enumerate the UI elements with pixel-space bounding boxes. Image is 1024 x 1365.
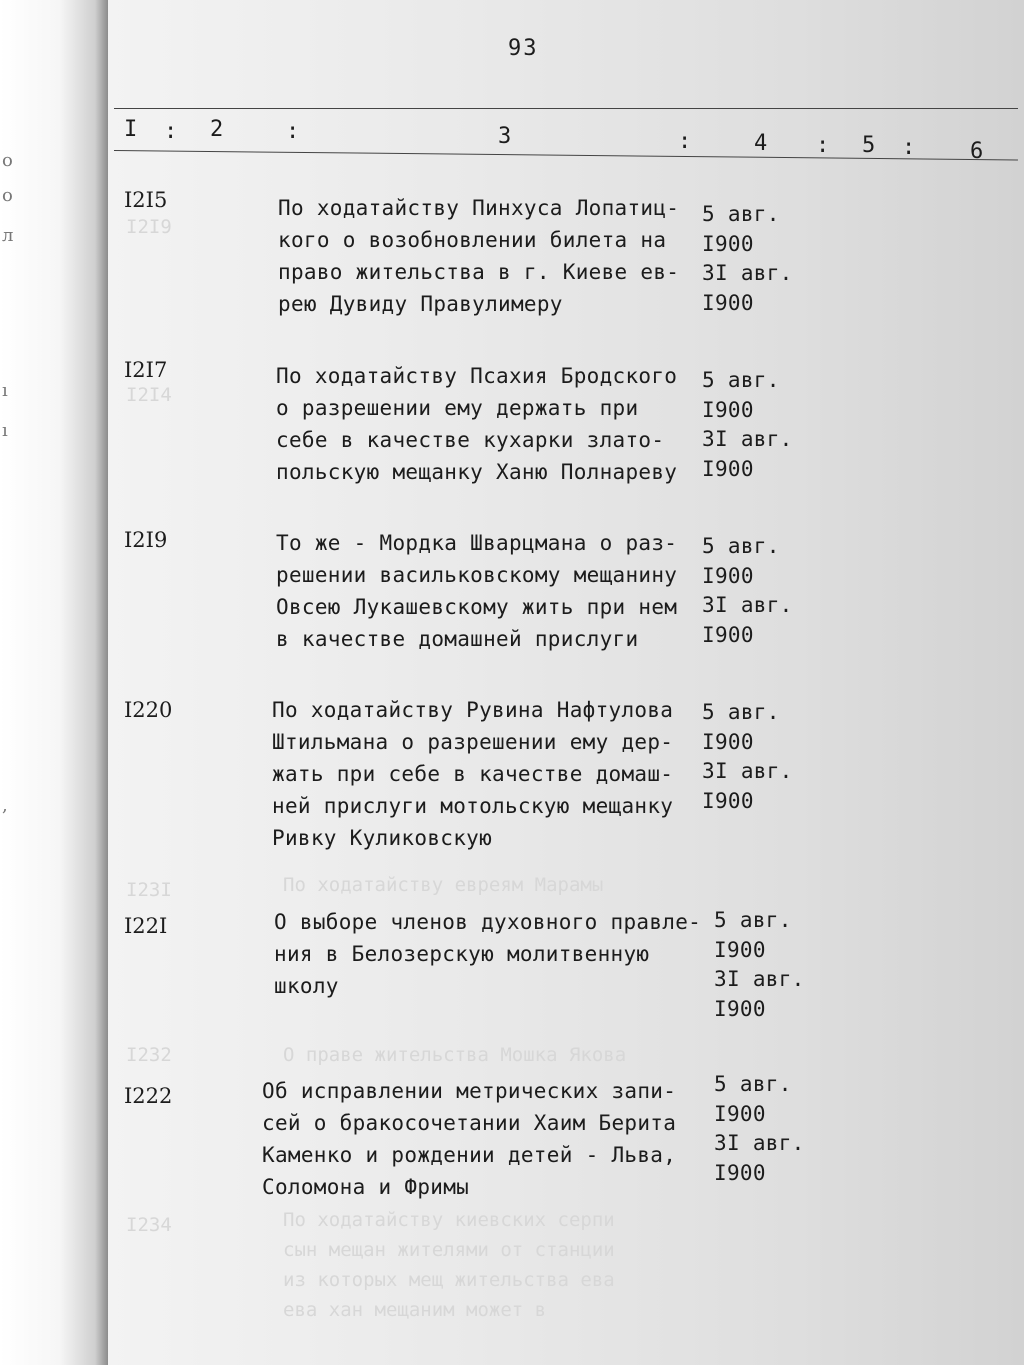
column-number-3: 3 xyxy=(498,124,512,149)
entry-dates xyxy=(702,200,793,318)
description-line: Каменко и рождении детей - Льва, xyxy=(262,1143,677,1167)
end-year: I900 xyxy=(702,788,754,813)
entry-number: I2I5 xyxy=(124,188,168,212)
bleed-through-text: I234 xyxy=(126,1214,172,1236)
end-year: I900 xyxy=(714,996,766,1021)
entry-dates xyxy=(714,906,805,1024)
bleed-through-text: I232 xyxy=(126,1044,172,1066)
description-line: То же - Мордка Шварцмана о раз- xyxy=(276,531,678,555)
entry-description xyxy=(272,694,673,854)
bleed-through-text: I2I9 xyxy=(126,216,172,238)
bleed-through-text: По ходатайству киевских серпи сын мещан жителями от станции из которых мещ жительства ева ева хан мещаним может в xyxy=(283,1209,615,1321)
bleed-mark: ı xyxy=(2,380,8,401)
entry-dates xyxy=(702,532,793,650)
description-line: польскую мещанку Ханю Полнареву xyxy=(276,460,678,484)
description-line: Овсею Лукашевскому жить при нем xyxy=(276,595,678,619)
end-date: 3I авг. xyxy=(702,427,793,451)
entry-description xyxy=(276,360,677,488)
description-line: в качестве домашней прислуги xyxy=(276,627,639,651)
entry-number: I2I9 xyxy=(124,528,168,552)
entry-description xyxy=(278,192,679,320)
start-year: I900 xyxy=(714,1101,766,1126)
adjacent-page-edge xyxy=(0,0,108,1365)
start-date: 5 авг. xyxy=(702,534,780,558)
entry-number: I22I xyxy=(124,914,168,938)
start-date: 5 авг. xyxy=(702,368,780,392)
header-bottom-rule xyxy=(114,150,1018,160)
description-line: Об исправлении метрических запи- xyxy=(262,1079,677,1103)
bleed-through-text: По ходатайству евреям Марамы xyxy=(283,874,604,896)
start-year: I900 xyxy=(714,937,766,962)
entry-number: I220 xyxy=(124,698,173,722)
entry-description xyxy=(276,527,677,655)
start-year: I900 xyxy=(702,231,754,256)
start-date: 5 авг. xyxy=(702,700,780,724)
end-date: 3I авг. xyxy=(702,261,793,285)
description-line: Ривку Куликовскую xyxy=(272,826,493,850)
column-separator: : xyxy=(286,119,300,144)
end-year: I900 xyxy=(702,622,754,647)
bleed-mark: , xyxy=(2,795,8,816)
column-separator: : xyxy=(902,135,916,160)
header-top-rule xyxy=(114,108,1018,109)
bleed-mark: ı xyxy=(2,420,8,441)
bleed-mark: л xyxy=(2,225,14,246)
description-line: Штильмана о разрешении ему дер- xyxy=(272,730,674,754)
description-line: По ходатайству Псахия Бродского xyxy=(276,364,678,388)
description-line: решении васильковскому мещанину xyxy=(276,563,678,587)
description-line: О выборе членов духовного правле- xyxy=(274,910,702,934)
column-separator: : xyxy=(816,133,830,158)
start-year: I900 xyxy=(702,729,754,754)
description-line: сей о бракосочетании Хаим Берита xyxy=(262,1111,677,1135)
bleed-through-text: О праве жительства Мошка Якова xyxy=(283,1044,627,1066)
start-year: I900 xyxy=(702,563,754,588)
entry-dates xyxy=(714,1070,805,1188)
start-date: 5 авг. xyxy=(714,1072,792,1096)
end-year: I900 xyxy=(702,290,754,315)
entry-dates xyxy=(702,366,793,484)
bleed-through-text: I2I4 xyxy=(126,384,172,406)
description-line: По ходатайству Рувина Нафтулова xyxy=(272,698,674,722)
entry-description xyxy=(262,1075,676,1203)
column-number-2: 2 xyxy=(210,117,224,142)
end-date: 3I авг. xyxy=(714,967,805,991)
description-line: о разрешении ему держать при xyxy=(276,396,639,420)
description-line: Соломона и Фримы xyxy=(262,1175,470,1199)
description-line: ния в Белозерскую молитвенную xyxy=(274,942,650,966)
page-number: 93 xyxy=(508,36,539,61)
end-year: I900 xyxy=(714,1160,766,1185)
description-line: себе в качестве кухарки злато- xyxy=(276,428,665,452)
end-date: 3I авг. xyxy=(714,1131,805,1155)
column-separator: : xyxy=(164,119,178,144)
bleed-through-text: I23I xyxy=(126,879,172,901)
description-line: рею Дувиду Правулимеру xyxy=(278,292,563,316)
bleed-mark: о xyxy=(2,185,13,206)
description-line: право жительства в г. Киеве ев- xyxy=(278,260,680,284)
entry-number: I222 xyxy=(124,1084,173,1108)
column-number-1: I xyxy=(124,117,138,142)
end-date: 3I авг. xyxy=(702,593,793,617)
bleed-mark: о xyxy=(2,150,13,171)
column-number-5: 5 xyxy=(862,133,876,158)
start-year: I900 xyxy=(702,397,754,422)
description-line: школу xyxy=(274,974,339,998)
column-number-4: 4 xyxy=(754,131,768,156)
column-number-6: 6 xyxy=(970,139,984,164)
entry-description xyxy=(274,906,701,1002)
end-date: 3I авг. xyxy=(702,759,793,783)
document-page xyxy=(108,0,1024,1365)
description-line: ней прислуги мотольскую мещанку xyxy=(272,794,674,818)
column-separator: : xyxy=(678,129,692,154)
description-line: По ходатайству Пинхуса Лопатиц- xyxy=(278,196,680,220)
entry-dates xyxy=(702,698,793,816)
description-line: жать при себе в качестве домаш- xyxy=(272,762,674,786)
description-line: кого о возобновлении билета на xyxy=(278,228,667,252)
start-date: 5 авг. xyxy=(714,908,792,932)
start-date: 5 авг. xyxy=(702,202,780,226)
entry-number: I2I7 xyxy=(124,358,168,382)
end-year: I900 xyxy=(702,456,754,481)
